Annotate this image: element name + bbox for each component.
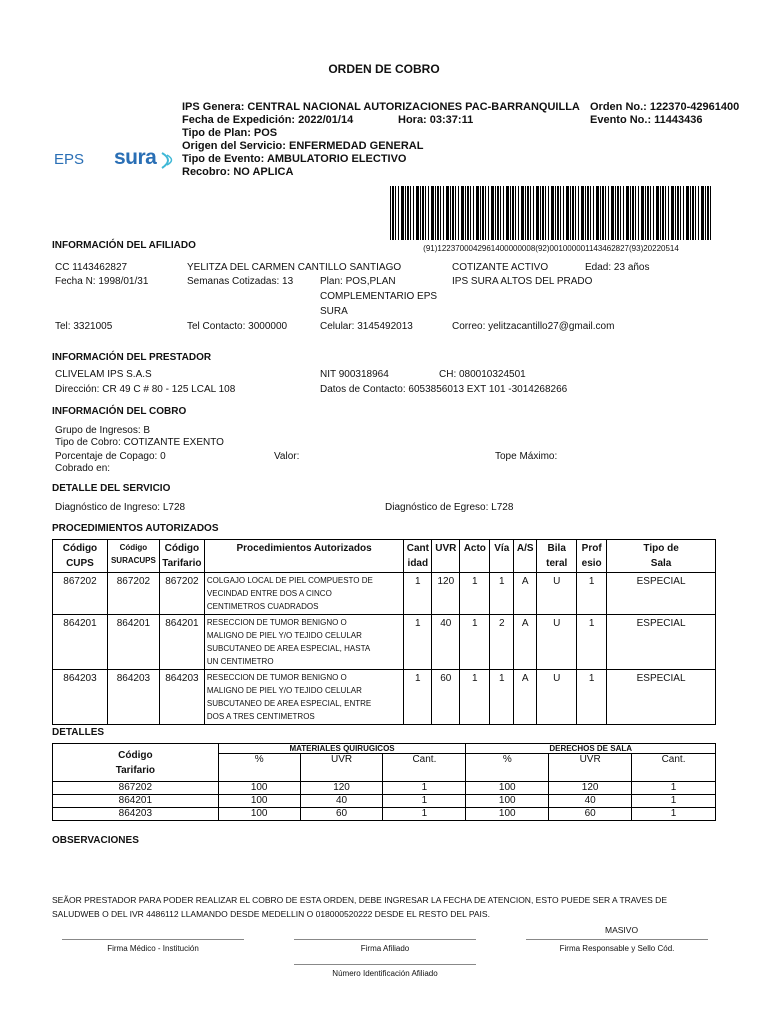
cobro-heading: INFORMACIÓN DEL COBRO [52,406,187,417]
detalles-sub-uvr: UVR [300,754,383,782]
cell: 100 [218,808,300,821]
detalles-sub-pct: % [218,754,300,782]
cell: 1 [632,782,716,795]
page-title: ORDEN DE COBRO [328,62,440,76]
table-row [53,670,716,725]
firma-afiliado-line [294,939,476,940]
afiliado-celular: Celular: 3145492013 [320,321,413,332]
afiliado-plan: Plan: POS,PLAN [320,276,396,287]
cobro-tipo: Tipo de Cobro: COTIZANTE EXENTO [55,437,224,448]
nota-linea-1: SEÃOR PRESTADOR PARA PODER REALIZAR EL COBRO DE ESTA ORDEN, DEBE INGRESAR LA FECHA DE ATENCION, ESTO PUEDE SER A TRAVES DE [52,895,667,905]
detalles-col-derechos: DERECHOS DE SALA [466,744,716,754]
table-row [53,808,716,821]
col-acto: Acto [460,540,490,573]
orden-no: Orden No.: 122370-42961400 [590,101,740,113]
cobro-cobrado: Cobrado en: [55,463,111,474]
tipo-plan: Tipo de Plan: POS [182,127,278,139]
firma-medico-label: Firma Médico - Institución [107,944,199,953]
procedimientos-heading: PROCEDIMIENTOS AUTORIZADOS [52,523,219,534]
col-profesio: Prof esio [577,540,607,573]
cell-as: A [514,573,537,615]
evento-no: Evento No.: 11443436 [590,114,703,126]
afiliado-semanas: Semanas Cotizadas: 13 [187,276,294,287]
cell-uvr: 120 [432,573,460,615]
afiliado-nombre: YELITZA DEL CARMEN CANTILLO SANTIAGO [187,262,402,273]
afiliado-fecha-nacimiento: Fecha N: 1998/01/31 [55,276,149,287]
servicio-heading: DETALLE DEL SERVICIO [52,483,171,494]
col-codigo-suracups: Código SURACUPS [107,540,159,573]
cobro-grupo: Grupo de Ingresos: B [55,425,151,436]
ips-genera: IPS Genera: CENTRAL NACIONAL AUTORIZACIONES PAC-BARRANQUILLA [182,101,580,113]
cell-uvr: 60 [432,670,460,725]
cell-suracups: 864203 [107,670,159,725]
cell-cups: 867202 [53,573,108,615]
detalles-col-materiales: MATERIALES QUIRUGICOS [218,744,466,754]
detalles-sub-uvr: UVR [549,754,632,782]
cell-suracups: 867202 [107,573,159,615]
cell: 40 [549,795,632,808]
cell: 1 [632,795,716,808]
procedimientos-header-row [53,540,716,573]
cell-bilateral: U [537,573,577,615]
cell-tarifario: 867202 [159,573,204,615]
table-row [53,615,716,670]
cell-cups: 864201 [53,615,108,670]
cell-profesio: 1 [577,670,607,725]
col-as: A/S [514,540,537,573]
cobro-valor: Valor: [274,451,300,462]
cell-profesio: 1 [577,615,607,670]
prestador-contacto: Datos de Contacto: 6053856013 EXT 101 -3014268266 [320,384,568,395]
afiliado-edad: Edad: 23 años [585,262,650,273]
afiliado-plan-2: COMPLEMENTARIO EPS [320,291,438,302]
table-row [53,795,716,808]
fecha-expedicion: Fecha de Expedición: 2022/01/14 [182,114,354,126]
cell-cantidad: 1 [404,670,432,725]
cell-tipo-sala: ESPECIAL [607,615,716,670]
tipo-evento: Tipo de Evento: AMBULATORIO ELECTIVO [182,153,407,165]
cell-cups: 864203 [53,670,108,725]
cell-acto: 1 [460,573,490,615]
identificacion-label: Número Identificación Afiliado [332,969,438,978]
cell-via: 2 [490,615,514,670]
masivo: MASIVO [605,925,639,935]
cell-descripcion: RESECCION DE TUMOR BENIGNO O MALIGNO DE PIEL Y/O TEJIDO CELULAR SUBCUTANEO DE AREA ESPECIAL, ENTRE DOS A TRES CENTIMETROS [204,670,403,725]
detalles-heading: DETALLES [52,727,105,738]
prestador-nombre: CLIVELAM IPS S.A.S [55,369,152,380]
procedimientos-table [52,539,716,725]
barcode-text: (91)1223700042961400000008(92)001000001143462827(93)20220514 [423,244,679,253]
cell-as: A [514,670,537,725]
cell-cantidad: 1 [404,615,432,670]
afiliado-documento: CC 1143462827 [55,262,128,273]
cell: 100 [466,795,549,808]
col-procedimientos: Procedimientos Autorizados [204,540,403,573]
diagnostico-egreso: Diagnóstico de Egreso: L728 [385,502,514,513]
cell-bilateral: U [537,670,577,725]
cell: 1 [383,808,466,821]
cobro-tope: Tope Máximo: [495,451,558,462]
detalles-table [52,743,716,821]
col-cantidad: Cant idad [404,540,432,573]
detalles-sub-pct: % [466,754,549,782]
afiliado-tel: Tel: 3321005 [55,321,113,332]
cell: 100 [218,782,300,795]
diagnostico-ingreso: Diagnóstico de Ingreso: L728 [55,502,186,513]
cell-profesio: 1 [577,573,607,615]
firma-afiliado-label: Firma Afiliado [360,944,410,953]
col-uvr: UVR [432,540,460,573]
firma-responsable-line [526,939,708,940]
table-row [53,573,716,615]
cell-tarifario: 864203 [159,670,204,725]
prestador-ch: CH: 080010324501 [439,369,526,380]
cell: 100 [466,782,549,795]
col-via: Vía [490,540,514,573]
col-codigo-tarifario: Código Tarifario [159,540,204,573]
cell: 120 [300,782,383,795]
cell: 40 [300,795,383,808]
detalles-sub-cant: Cant. [383,754,466,782]
cell: 864201 [53,795,219,808]
origen-servicio: Origen del Servicio: ENFERMEDAD GENERAL [182,140,424,152]
cell: 1 [632,808,716,821]
cell: 100 [218,795,300,808]
afiliado-heading: INFORMACIÓN DEL AFILIADO [52,240,196,251]
cell-bilateral: U [537,615,577,670]
eps-logo: EPS [54,151,85,168]
cell-cantidad: 1 [404,573,432,615]
cell-descripcion: RESECCION DE TUMOR BENIGNO O MALIGNO DE PIEL Y/O TEJIDO CELULAR SUBCUTANEO DE AREA ESPECIAL, HASTA UN CENTIMETRO [204,615,403,670]
cell-via: 1 [490,573,514,615]
cell: 60 [549,808,632,821]
cell-via: 1 [490,670,514,725]
cell: 1 [383,782,466,795]
cell-tipo-sala: ESPECIAL [607,573,716,615]
recobro: Recobro: NO APLICA [182,166,294,178]
detalles-sub-cant: Cant. [632,754,716,782]
col-codigo-cups: Código CUPS [53,540,108,573]
prestador-heading: INFORMACIÓN DEL PRESTADOR [52,352,212,363]
cell: 864203 [53,808,219,821]
cell: 60 [300,808,383,821]
cell-acto: 1 [460,615,490,670]
cell-descripcion: COLGAJO LOCAL DE PIEL COMPUESTO DE VECINDAD ENTRE DOS A CINCO CENTIMETROS CUADRADOS [204,573,403,615]
observaciones-heading: OBSERVACIONES [52,835,139,846]
firma-medico-line [62,939,244,940]
prestador-nit: NIT 900318964 [320,369,389,380]
afiliado-tel-contacto: Tel Contacto: 3000000 [187,321,288,332]
sura-logo-mark [160,150,178,170]
afiliado-plan-3: SURA [320,306,348,317]
cell-as: A [514,615,537,670]
cell: 867202 [53,782,219,795]
hora: Hora: 03:37:11 [398,114,474,126]
cell-tarifario: 864201 [159,615,204,670]
afiliado-tipo: COTIZANTE ACTIVO [452,262,549,273]
identificacion-line [294,964,476,965]
cobro-copago: Porcentaje de Copago: 0 [55,451,166,462]
cell: 120 [549,782,632,795]
cell-uvr: 40 [432,615,460,670]
afiliado-correo: Correo: yelitzacantillo27@gmail.com [452,321,615,332]
cell: 100 [466,808,549,821]
detalles-group-row [53,744,716,754]
cell: 1 [383,795,466,808]
prestador-direccion: Dirección: CR 49 C # 80 - 125 LCAL 108 [55,384,236,395]
firma-responsable-label: Firma Responsable y Sello Cód. [559,944,675,953]
cell-suracups: 864201 [107,615,159,670]
nota-linea-2: SALUDWEB O DEL IVR 4486112 LLAMANDO DESDE MEDELLIN O 018000520222 DESDE EL RESTO DEL PAIS. [52,909,490,919]
table-row [53,782,716,795]
cell-tipo-sala: ESPECIAL [607,670,716,725]
barcode [390,186,712,240]
col-bilateral: Bila teral [537,540,577,573]
cell-acto: 1 [460,670,490,725]
afiliado-ips: IPS SURA ALTOS DEL PRADO [452,276,593,287]
col-tipo-sala: Tipo de Sala [607,540,716,573]
detalles-col-codigo: Código Tarifario [53,744,219,782]
sura-logo: sura [114,146,157,169]
